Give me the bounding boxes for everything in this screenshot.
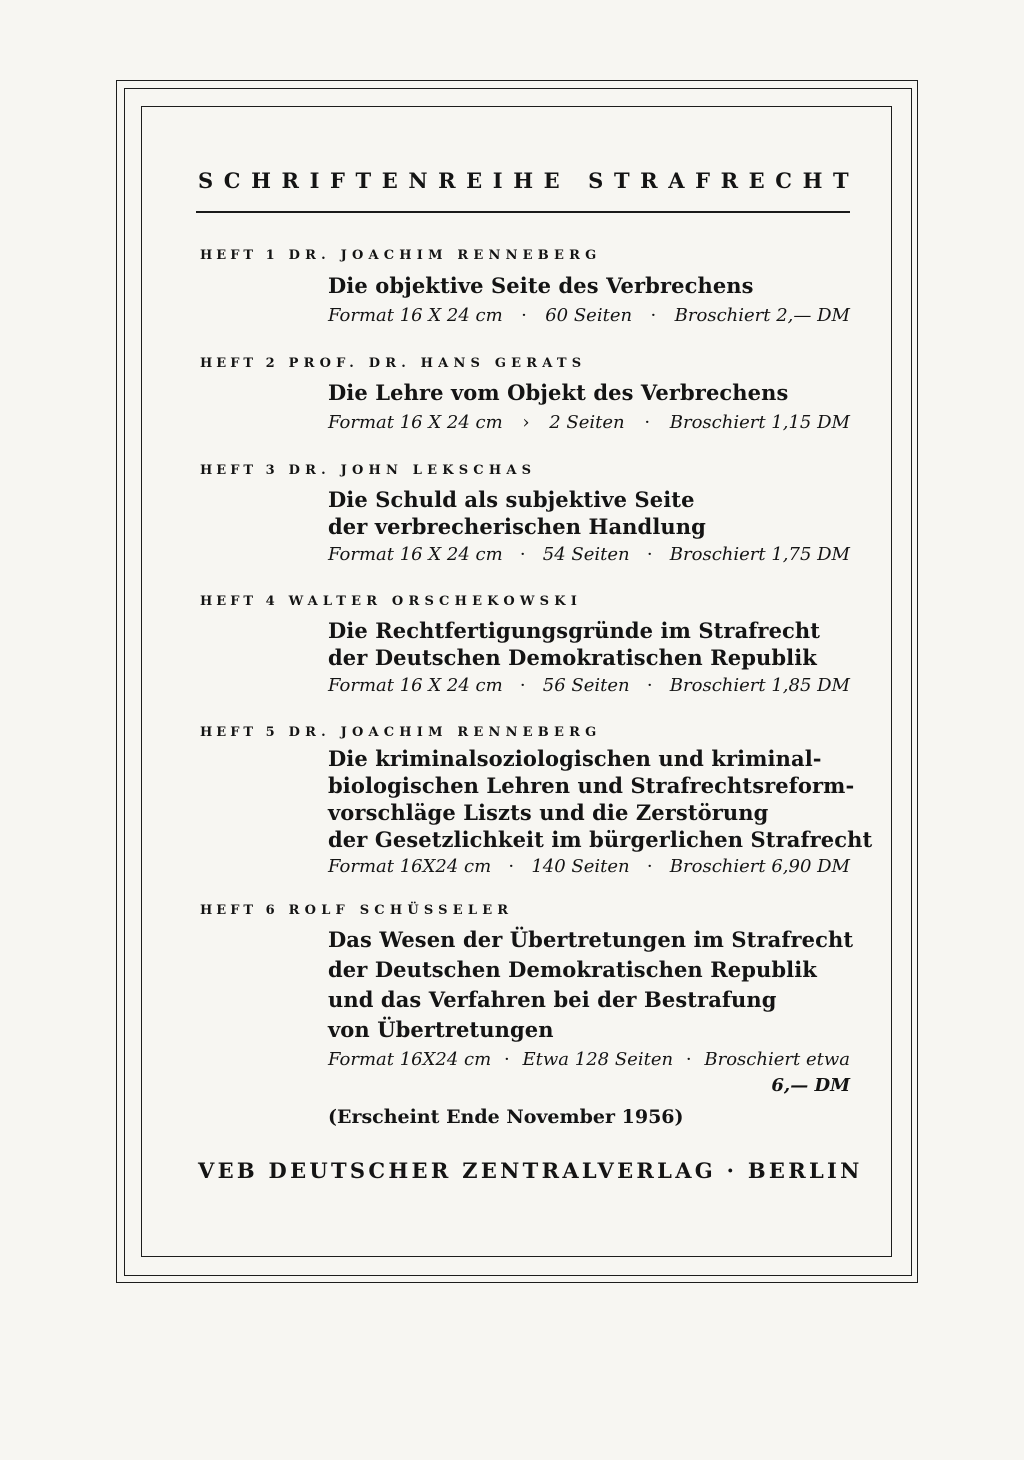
heft-author: ROLF SCHÜSSELER [288,903,514,918]
separator: · [646,675,653,696]
format-text: Format 16 X 24 cm [328,675,503,696]
title-line: der Deutschen Demokratischen Republik [328,645,817,670]
heft-2-info [328,412,850,433]
heft-author: DR. JOACHIM RENNEBERG [288,725,602,740]
title-line: Das Wesen der Übertretungen im Strafrecht [328,927,854,952]
heft-4-title [328,617,820,671]
release-note: (Erscheint Ende November 1956) [328,1106,684,1128]
title-line: Die objektive Seite des Verbrechens [328,273,754,298]
format-text: Format 16X24 cm [328,856,492,877]
title-line: Die kriminalsoziologischen und kriminal- [328,746,822,771]
separator: · [644,412,651,433]
title-line: vorschläge Liszts und die Zerstörung [328,800,769,825]
publisher-line: VEB DEUTSCHER ZENTRALVERLAG · BERLIN [198,1158,863,1183]
heft-number: HEFT 4 [200,594,279,609]
heft-number: HEFT 2 [200,356,279,371]
title-line: der verbrecherischen Handlung [328,514,706,539]
heft-number: HEFT 6 [200,903,279,918]
heft-author: DR. JOACHIM RENNEBERG [288,248,602,263]
title-line: Die Rechtfertigungsgründe im Strafrecht [328,618,821,643]
heft-number: HEFT 3 [200,463,279,478]
pages-text: 2 Seiten [549,412,625,433]
title-line: Die Lehre vom Objekt des Verbrechens [328,380,789,405]
heft-author: PROF. DR. HANS GERATS [288,356,587,371]
separator: · [519,675,526,696]
format-text: Format 16 X 24 cm [328,544,503,565]
separator: · [650,305,657,326]
separator: · [685,1049,692,1070]
format-text: Format 16 X 24 cm [328,305,503,326]
heft-1-info [328,305,850,326]
pages-text: 140 Seiten [531,856,630,877]
title-line: biologischen Lehren und Strafrechtsreform- [328,773,855,798]
heft-4-info [328,675,850,696]
heft-3-title [328,486,706,540]
separator: › [522,412,530,433]
heft-2-title [328,379,788,406]
separator: · [504,1049,510,1070]
separator: · [521,305,527,326]
heft-number: HEFT 1 [200,248,279,263]
heft-author: WALTER ORSCHEKOWSKI [288,594,583,609]
price-text: Broschiert 1,85 DM [669,675,850,696]
heft-author: DR. JOHN LEKSCHAS [288,463,537,478]
price-text: Broschiert 1,75 DM [669,544,850,565]
heft-5-header [200,725,601,740]
heft-1-title [328,272,754,299]
heft-3-header [200,463,536,478]
pages-text: 56 Seiten [542,675,630,696]
format-text: Format 16X24 cm [328,1049,492,1070]
price-text: Broschiert 2,— DM [674,305,850,326]
separator: · [508,856,515,877]
pages-text: 54 Seiten [542,544,630,565]
title-line: der Deutschen Demokratischen Republik [328,957,817,982]
title-line: und das Verfahren bei der Bestrafung [328,987,777,1012]
separator: · [646,544,653,565]
heft-6-info [328,1049,850,1070]
title-line: Die Schuld als subjektive Seite [328,487,695,512]
separator: · [646,856,653,877]
heft-3-info [328,544,850,565]
pages-text: 60 Seiten [545,305,633,326]
heft-5-info [328,856,850,877]
separator: · [519,544,526,565]
heft-6-header [200,903,513,918]
heft-2-header [200,356,586,371]
heft-6-price-continued: 6,— DM [771,1075,850,1096]
heft-1-header [200,248,601,263]
title-line: der Gesetzlichkeit im bürgerlichen Strafrecht [328,827,873,852]
heft-6-title [328,925,853,1045]
format-text: Format 16 X 24 cm [328,412,503,433]
heft-number: HEFT 5 [200,725,279,740]
series-title: SCHRIFTENREIHE STRAFRECHT [198,168,860,193]
heft-4-header [200,594,582,609]
title-line: von Übertretungen [328,1017,554,1042]
title-rule [196,211,850,213]
price-text: Broschiert 1,15 DM [669,412,850,433]
pages-text: Etwa 128 Seiten [522,1049,674,1070]
heft-5-title [328,745,872,853]
price-text: Broschiert 6,90 DM [669,856,850,877]
price-text: Broschiert etwa [704,1049,850,1070]
